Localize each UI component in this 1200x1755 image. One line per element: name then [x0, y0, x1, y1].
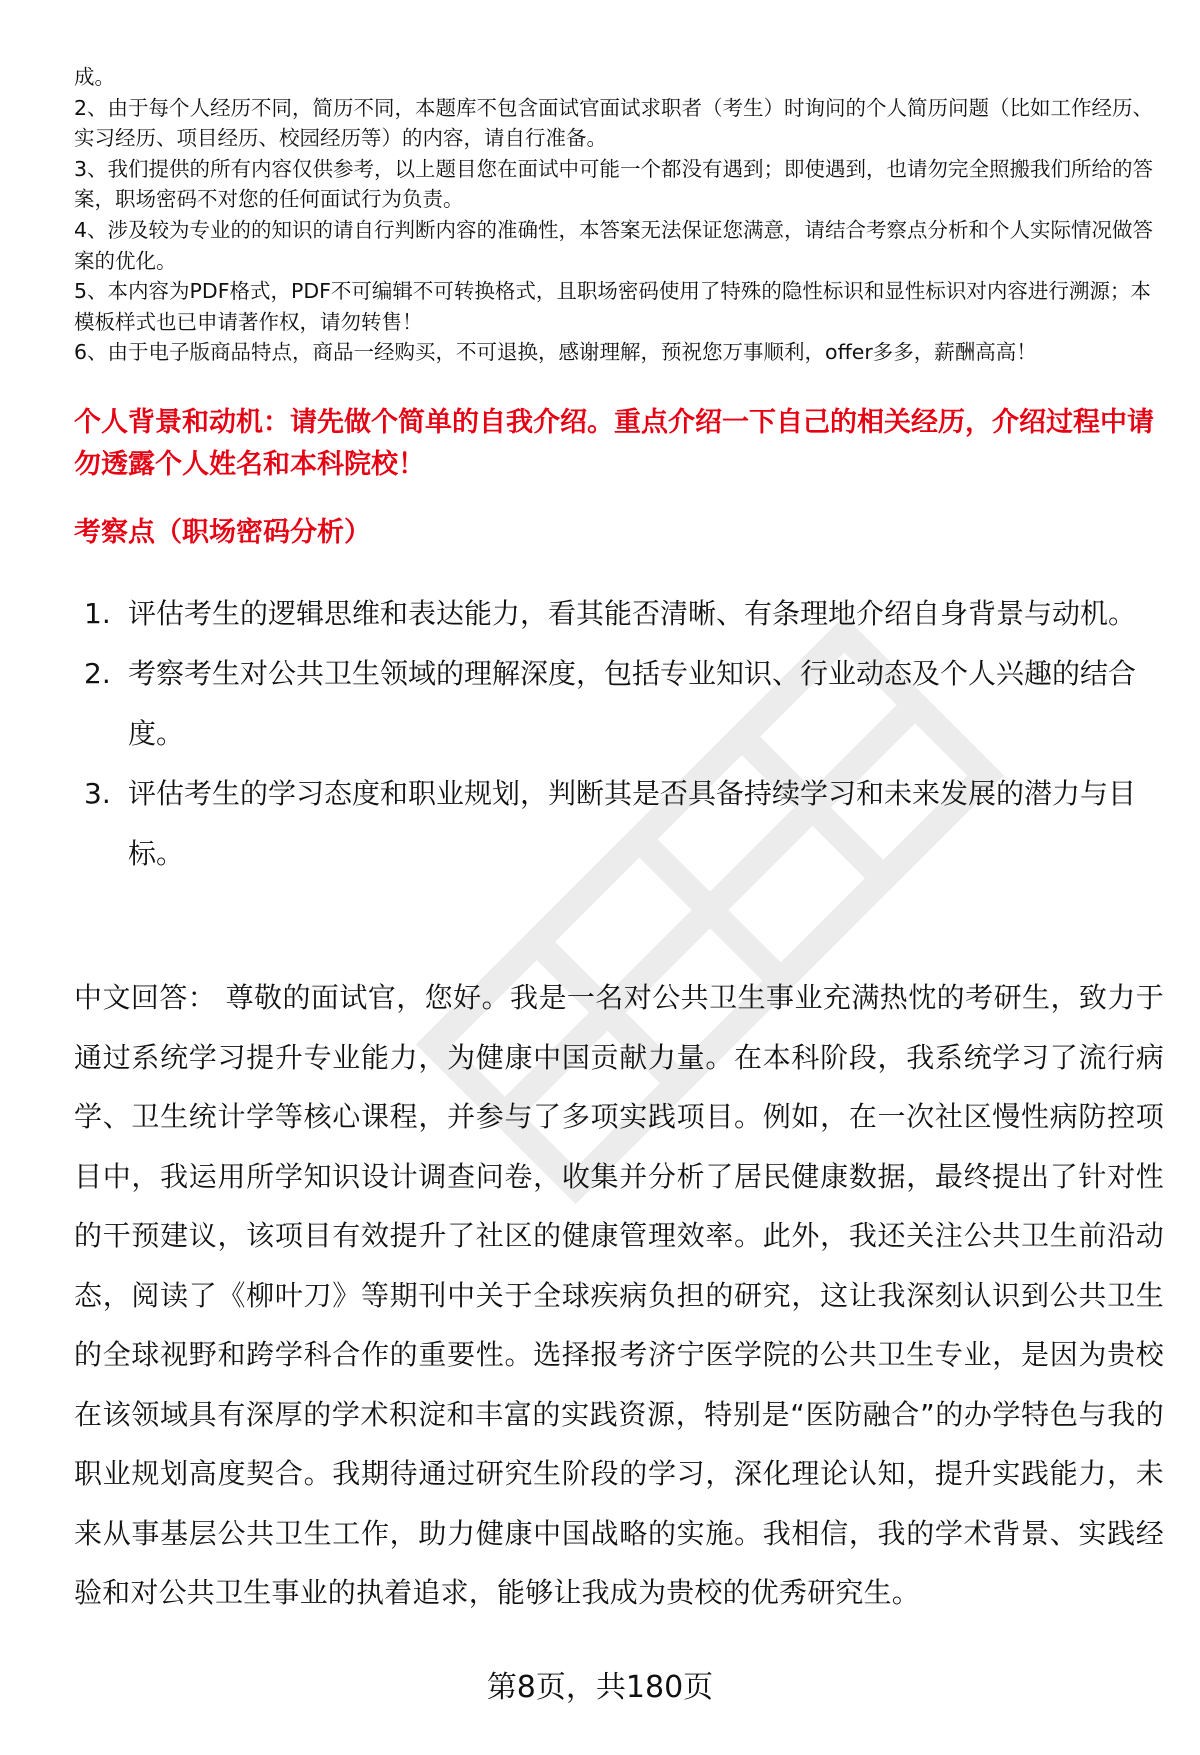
note-line: 3、我们提供的所有内容仅供参考，以上题目您在面试中可能一个都没有遇到；即使遇到，也请勿完全照搬我们所给的答案，职场密码不对您的任何面试行为负责。 [74, 156, 1154, 212]
page-footer: 第8页，共180页 [486, 1670, 714, 1705]
analysis-point [84, 644, 1164, 764]
point-number: 2. [84, 657, 111, 690]
analysis-points [84, 584, 1164, 884]
analysis-point [84, 584, 1164, 644]
analysis-title: 考察点（职场密码分析） [74, 517, 371, 548]
note-line: 5、本内容为PDF格式，PDF不可编辑不可转换格式，且职场密码使用了特殊的隐性标识和显性标识对内容进行溯源；本模板样式也已申请著作权，请勿转售！ [74, 279, 1151, 334]
point-text: 评估考生的学习态度和职业规划，判断其是否具备持续学习和未来发展的潜力与目标。 [128, 777, 1137, 870]
point-text: 评估考生的逻辑思维和表达能力，看其能否清晰、有条理地介绍自身背景与动机。 [128, 597, 1137, 630]
disclaimer-notes [74, 62, 1164, 368]
note-line: 4、涉及较为专业的的知识的请自行判断内容的准确性，本答案无法保证您满意，请结合考察点分析和个人实际情况做答案的优化。 [74, 217, 1154, 273]
analysis-point [84, 764, 1164, 884]
point-number: 3. [84, 777, 111, 810]
answer-paragraph: 中文回答： 尊敬的面试官，您好。我是一名对公共卫生事业充满热忱的考研生，致力于通过系统学习提升专业能力，为健康中国贡献力量。在本科阶段，我系统学习了流行病学、卫生统计学等核心课程，并参与了多项实践项目。例如，在一次社区慢性病防控项目中，我运用所学知识设计调查问卷，收集并分析了居民健康数据，最终提出了针对性的干预建议，该项目有效提升了社区的健康管理效率。此外，我还关注公共卫生前沿动态，阅读了《柳叶刀》等期刊中关于全球疾病负担的研究，这让我深刻认识到公共卫生的全球视野和跨学科合作的重要性。选择报考济宁医学院的公共卫生专业，是因为贵校在该领域具有深厚的学术积淀和丰富的实践资源，特别是“医防融合”的办学特色与我的职业规划高度契合。我期待通过研究生阶段的学习，深化理论认知，提升实践能力，未来从事基层公共卫生工作，助力健康中国战略的实施。我相信，我的学术背景、实践经验和对公共卫生事业的执着追求，能够让我成为贵校的优秀研究生。 [74, 981, 1164, 1609]
point-text: 考察考生对公共卫生领域的理解深度，包括专业知识、行业动态及个人兴趣的结合度。 [128, 657, 1137, 750]
point-number: 1. [84, 597, 111, 630]
note-line: 6、由于电子版商品特点，商品一经购买，不可退换，感谢理解，预祝您万事顺利，offer多多，薪酬高高！ [74, 340, 1037, 365]
note-line: 2、由于每个人经历不同，简历不同，本题库不包含面试官面试求职者（考生）时询问的个人简历问题（比如工作经历、实习经历、项目经历、校园经历等）的内容，请自行准备。 [74, 95, 1154, 151]
question-title: 个人背景和动机：请先做个简单的自我介绍。重点介绍一下自己的相关经历，介绍过程中请勿透露个人姓名和本科院校！ [74, 407, 1154, 480]
note-line: 成。 [74, 65, 115, 89]
